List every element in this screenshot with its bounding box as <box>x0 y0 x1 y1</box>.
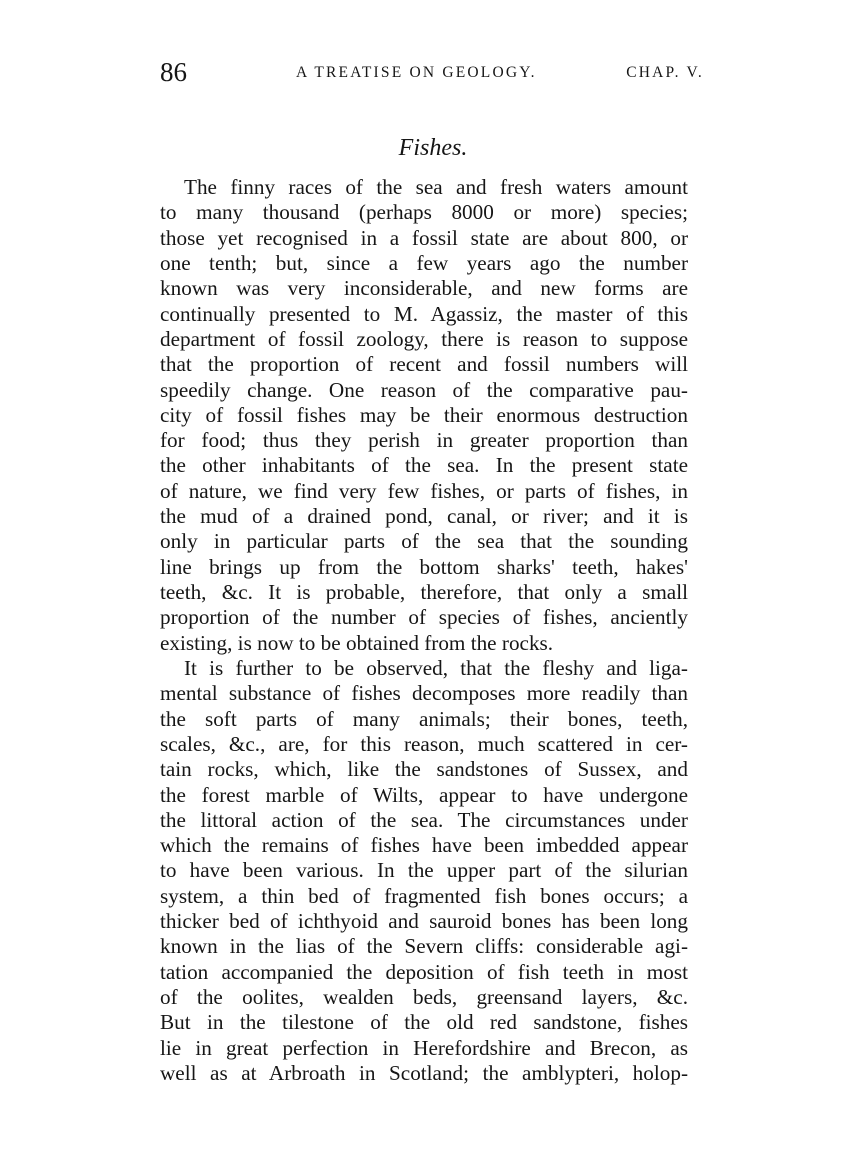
text-line: known was very inconsiderable, and new forms are <box>160 276 688 301</box>
text-line: to many thousand (perhaps 8000 or more) species; <box>160 200 688 225</box>
text-line: The finny races of the sea and fresh waters amount <box>184 175 688 199</box>
text-line: proportion of the number of species of fishes, anciently <box>160 605 688 630</box>
text-line: the other inhabitants of the sea. In the present state <box>160 453 688 478</box>
body-text <box>160 175 688 1086</box>
text-line: city of fossil fishes may be their enormous destruction <box>160 402 688 427</box>
text-line: only in particular parts of the sea that the sounding <box>160 529 688 554</box>
paragraph <box>160 656 688 1086</box>
text-line: which the remains of fishes have been imbedded appear <box>160 833 688 858</box>
text-line: of nature, we find very few fishes, or parts of fishes, in <box>160 478 688 503</box>
text-line: to have been various. In the upper part of the silurian <box>160 858 688 883</box>
chapter-label: CHAP. V. <box>626 64 704 81</box>
text-line: of the oolites, wealden beds, greensand layers, &c. <box>160 985 688 1009</box>
text-line: thicker bed of ichthyoid and sauroid bones has been long <box>160 909 688 934</box>
text-line: existing, is now to be obtained from the rocks. <box>160 630 554 655</box>
text-line: for food; thus they perish in greater proportion than <box>160 428 688 453</box>
text-line: known in the lias of the Severn cliffs: considerable agi- <box>160 934 688 959</box>
text-line: teeth, &c. It is probable, therefore, that only a small <box>160 580 688 604</box>
text-line: tain rocks, which, like the sandstones of Sussex, and <box>160 757 688 782</box>
text-line: system, a thin bed of fragmented fish bones occurs; a <box>160 883 688 908</box>
text-line: the littoral action of the sea. The circumstances under <box>160 807 688 832</box>
text-line: the soft parts of many animals; their bones, teeth, <box>160 706 688 731</box>
text-line: speedily change. One reason of the comparative pau- <box>160 377 688 402</box>
section-title: Fishes. <box>398 135 468 161</box>
text-line: that the proportion of recent and fossil numbers will <box>160 352 688 377</box>
text-line: continually presented to M. Agassiz, the master of this <box>160 301 688 326</box>
text-line: department of fossil zoology, there is reason to suppose <box>160 326 688 351</box>
text-line: well as at Arbroath in Scotland; the amblypteri, holop- <box>160 1060 688 1085</box>
text-line: scales, &c., are, for this reason, much scattered in cer- <box>160 731 688 756</box>
text-line: tation accompanied the deposition of fish teeth in most <box>160 959 688 984</box>
book-title: A TREATISE ON GEOLOGY. <box>296 64 537 81</box>
text-line: one tenth; but, since a few years ago the number <box>160 250 688 275</box>
text-line: those yet recognised in a fossil state are about 800, or <box>160 225 688 250</box>
text-line: mental substance of fishes decomposes more readily than <box>160 681 688 706</box>
text-line: the mud of a drained pond, canal, or river; and it is <box>160 504 688 529</box>
text-line: lie in great perfection in Herefordshire and Brecon, as <box>160 1035 688 1060</box>
running-head <box>160 52 706 92</box>
paragraph <box>160 175 688 656</box>
text-line: It is further to be observed, that the fleshy and liga- <box>184 655 688 680</box>
text-line: But in the tilestone of the old red sandstone, fishes <box>160 1010 688 1035</box>
page-number: 86 <box>160 57 187 87</box>
text-line: line brings up from the bottom sharks' teeth, hakes' <box>160 554 688 579</box>
text-line: the forest marble of Wilts, appear to have undergone <box>160 782 688 807</box>
